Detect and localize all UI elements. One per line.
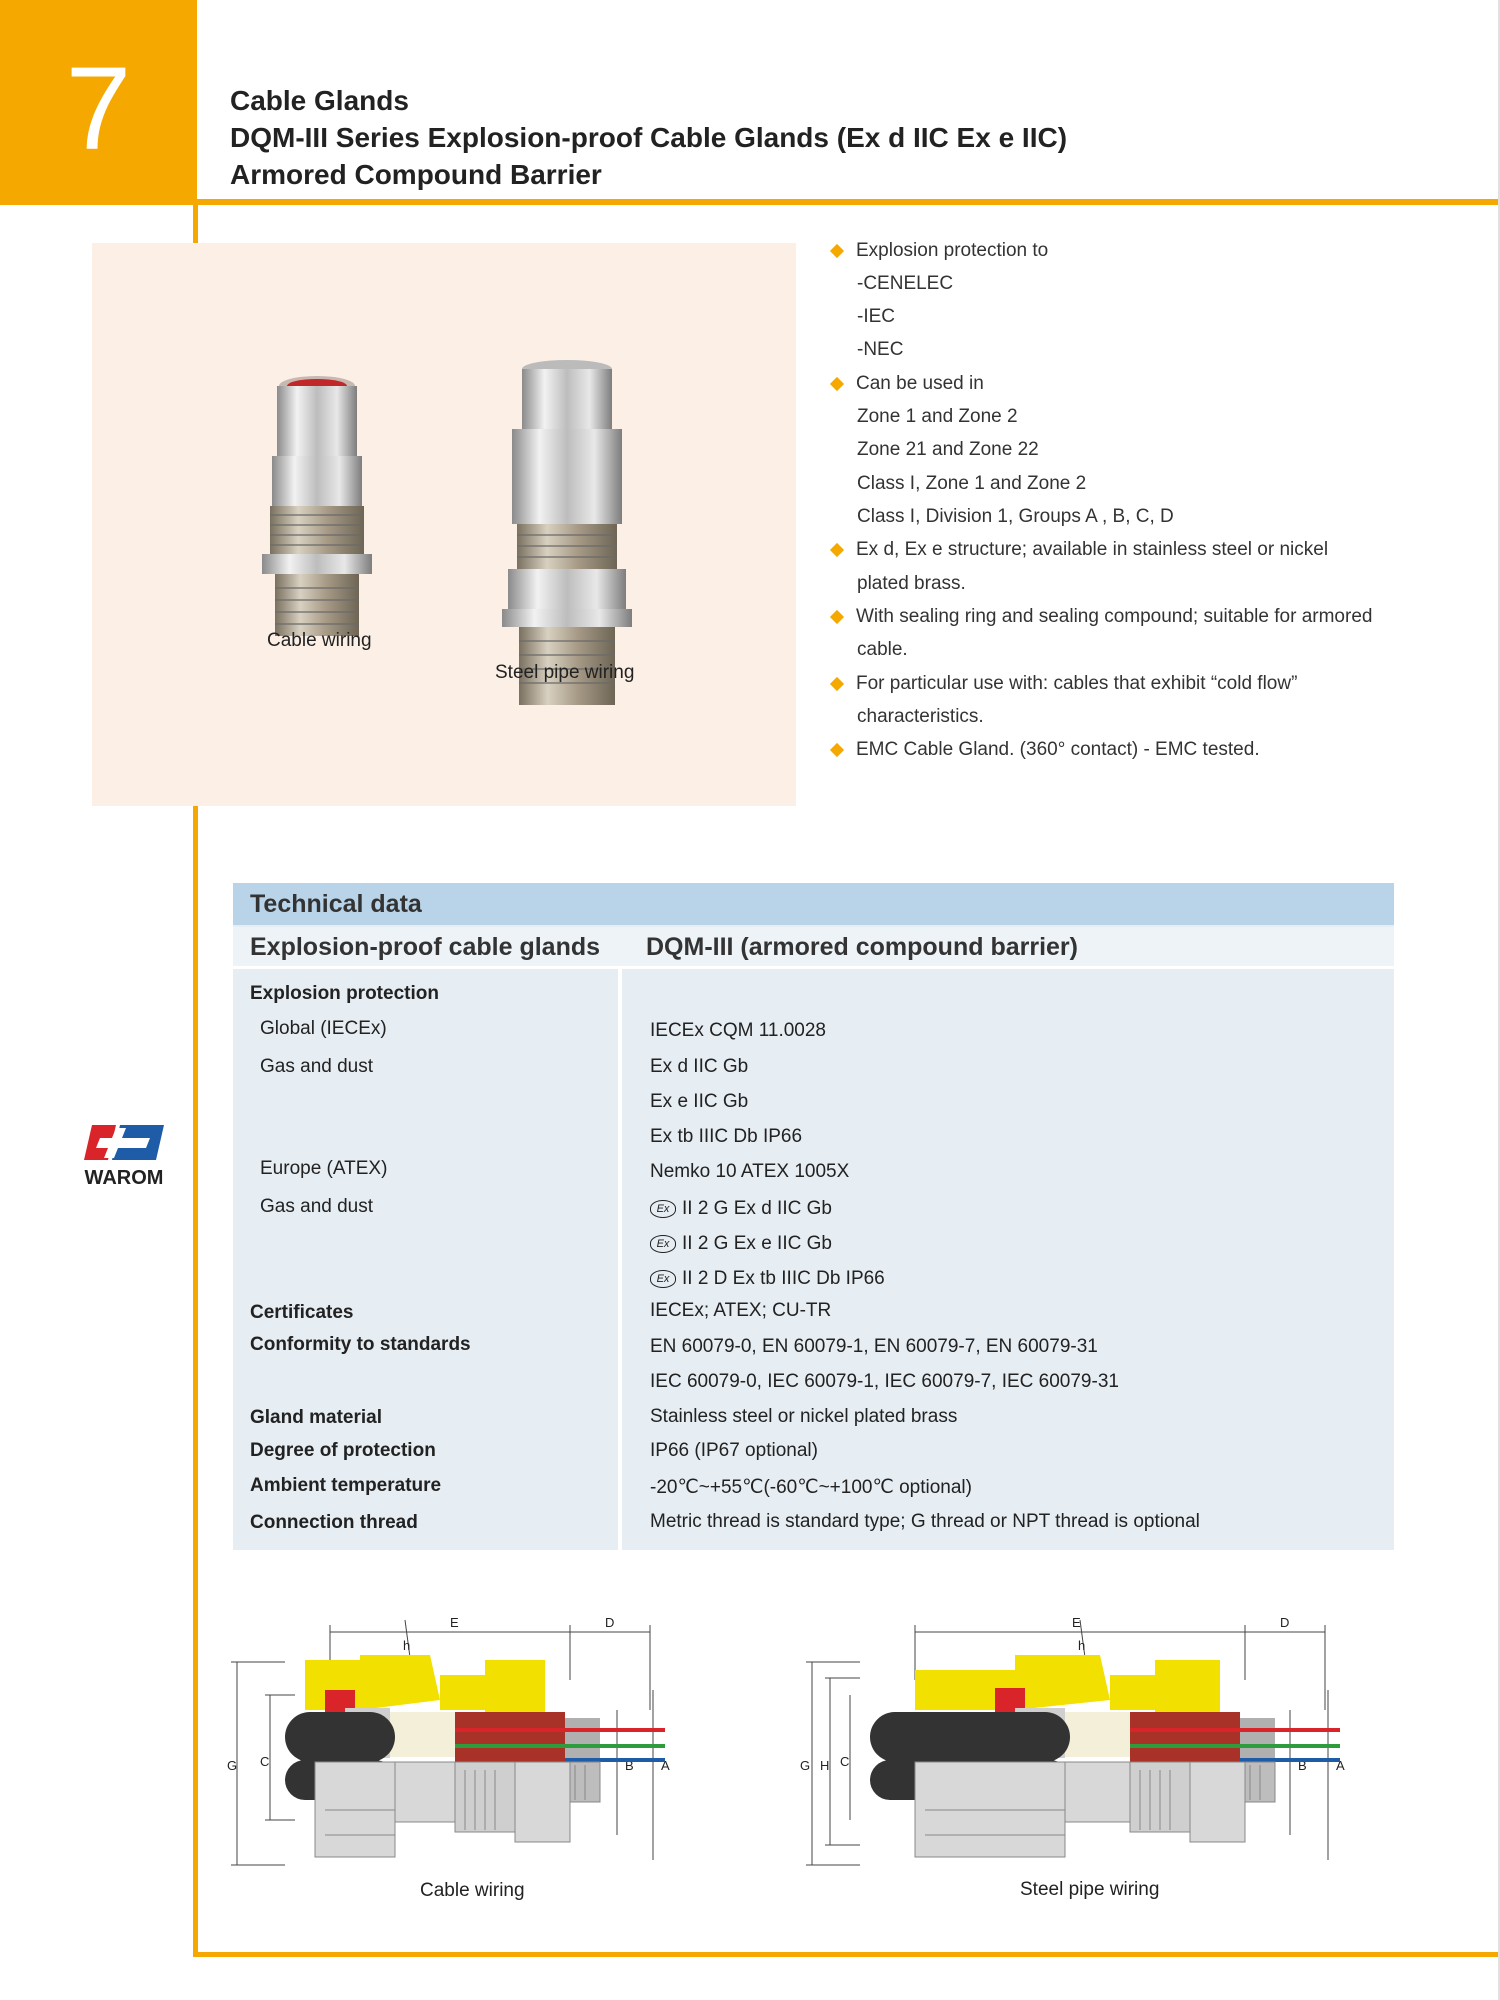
feature-item: For particular use with: cables that exhibit “cold flow” (832, 673, 1297, 695)
value-gas: Ex tb IIIC Db IP66 (650, 1126, 803, 1147)
product-photos (92, 243, 796, 806)
diagram-caption-pipe: Steel pipe wiring (1020, 1879, 1160, 1900)
label-degree: Degree of protection (250, 1440, 436, 1461)
col-header-2: DQM-III (armored compound barrier) (646, 933, 1078, 961)
feature-sub: -CENELEC (857, 273, 954, 294)
value-thread: Metric thread is standard type; G thread or NPT thread is optional (650, 1511, 1200, 1532)
label-conformity: Conformity to standards (250, 1334, 471, 1355)
svg-text:G: G (227, 1758, 238, 1773)
value-ambient: -20℃~+55℃(-60℃~+100℃ optional) (650, 1477, 972, 1498)
feature-sub: plated brass. (857, 573, 966, 594)
svg-text:h: h (1078, 1638, 1086, 1653)
value-iecex: IECEx CQM 11.0028 (650, 1020, 827, 1041)
label-certificates: Certificates (250, 1302, 354, 1323)
label-gas-dust: Gas and dust (260, 1056, 374, 1077)
feature-sub: -IEC (857, 306, 895, 327)
value-certificates: IECEx; ATEX; CU-TR (650, 1300, 832, 1321)
label-gland-material: Gland material (250, 1407, 382, 1428)
value-degree: IP66 (IP67 optional) (650, 1440, 818, 1461)
label-europe: Europe (ATEX) (260, 1158, 388, 1179)
label-ambient: Ambient temperature (250, 1475, 442, 1496)
value-atex-row: Ex II 2 G Ex d IIC Gb (650, 1198, 832, 1220)
svg-text:B: B (1298, 1758, 1307, 1773)
ex-mark-icon: Ex (650, 1270, 676, 1288)
diagram-caption-cable: Cable wiring (420, 1880, 525, 1901)
svg-text:C: C (260, 1754, 270, 1769)
svg-text:h: h (403, 1638, 411, 1653)
svg-text:A: A (661, 1758, 670, 1773)
ex-mark-icon: Ex (650, 1235, 676, 1253)
feature-item: Explosion protection to (832, 240, 1048, 262)
feature-item: EMC Cable Gland. (360° contact) - EMC tested. (832, 739, 1260, 761)
feature-item: Ex d, Ex e structure; available in stainless steel or nickel (832, 539, 1328, 561)
value-atex: Nemko 10 ATEX 1005X (650, 1161, 850, 1182)
svg-text:B: B (625, 1758, 634, 1773)
label-explosion-protection: Explosion protection (250, 983, 439, 1004)
product-photo-panel (92, 243, 796, 806)
label-thread: Connection thread (250, 1512, 418, 1533)
photo-caption-cable: Cable wiring (267, 630, 372, 651)
value-gas: Ex d IIC Gb (650, 1056, 749, 1077)
feature-sub: cable. (857, 639, 908, 660)
feature-sub: Class I, Zone 1 and Zone 2 (857, 473, 1087, 494)
left-rule (193, 805, 198, 1957)
footer-rule (193, 1952, 1500, 1957)
cable-gland-photo (262, 376, 372, 636)
value-atex-row: Ex II 2 G Ex e IIC Gb (650, 1233, 832, 1255)
value-gas: Ex e IIC Gb (650, 1091, 749, 1112)
svg-text:E: E (450, 1615, 459, 1630)
feature-sub: Zone 1 and Zone 2 (857, 406, 1018, 427)
svg-text:A: A (1336, 1758, 1345, 1773)
warom-logo (64, 1120, 184, 1190)
feature-item: Can be used in (832, 373, 984, 395)
value-conformity: IEC 60079-0, IEC 60079-1, IEC 60079-7, IEC 60079-31 (650, 1371, 1119, 1392)
feature-item: With sealing ring and sealing compound; suitable for armored (832, 606, 1372, 628)
value-atex-row: Ex II 2 D Ex tb IIIC Db IP66 (650, 1268, 885, 1290)
col-header-1: Explosion-proof cable glands (250, 933, 601, 961)
svg-text:WAROM: WAROM (84, 1167, 164, 1189)
diagram-cable-wiring (225, 1600, 735, 1880)
label-gas-dust: Gas and dust (260, 1196, 374, 1217)
svg-text:C: C (840, 1754, 850, 1769)
title-line-3: Armored Compound Barrier (230, 159, 602, 190)
photo-caption-pipe: Steel pipe wiring (495, 662, 635, 683)
table-divider-v (618, 968, 622, 1550)
title-line-1: Cable Glands (230, 85, 409, 116)
value-conformity: EN 60079-0, EN 60079-1, EN 60079-7, EN 60079-31 (650, 1336, 1098, 1357)
ex-mark-icon: Ex (650, 1200, 676, 1218)
svg-text:G: G (800, 1758, 811, 1773)
table-divider-h (233, 966, 1394, 969)
feature-sub: Class I, Division 1, Groups A , B, C, D (857, 506, 1174, 527)
value-gland-material: Stainless steel or nickel plated brass (650, 1406, 958, 1427)
feature-sub: -NEC (857, 339, 904, 360)
feature-sub: characteristics. (857, 706, 984, 727)
label-global: Global (IECEx) (260, 1018, 387, 1039)
header-rule (197, 199, 1500, 205)
left-rule-top (193, 205, 198, 245)
chapter-number: 7 (65, 43, 132, 175)
diagram-steel-pipe-wiring (800, 1600, 1400, 1880)
svg-text:D: D (1280, 1615, 1290, 1630)
svg-text:H: H (820, 1758, 830, 1773)
title-line-2: DQM-III Series Explosion-proof Cable Glands (Ex d IIC Ex e IIC) (230, 122, 1068, 153)
steel-pipe-gland-photo (502, 360, 632, 705)
tech-table-title: Technical data (250, 890, 422, 918)
svg-text:E: E (1072, 1615, 1081, 1630)
feature-sub: Zone 21 and Zone 22 (857, 439, 1039, 460)
svg-text:D: D (605, 1615, 615, 1630)
